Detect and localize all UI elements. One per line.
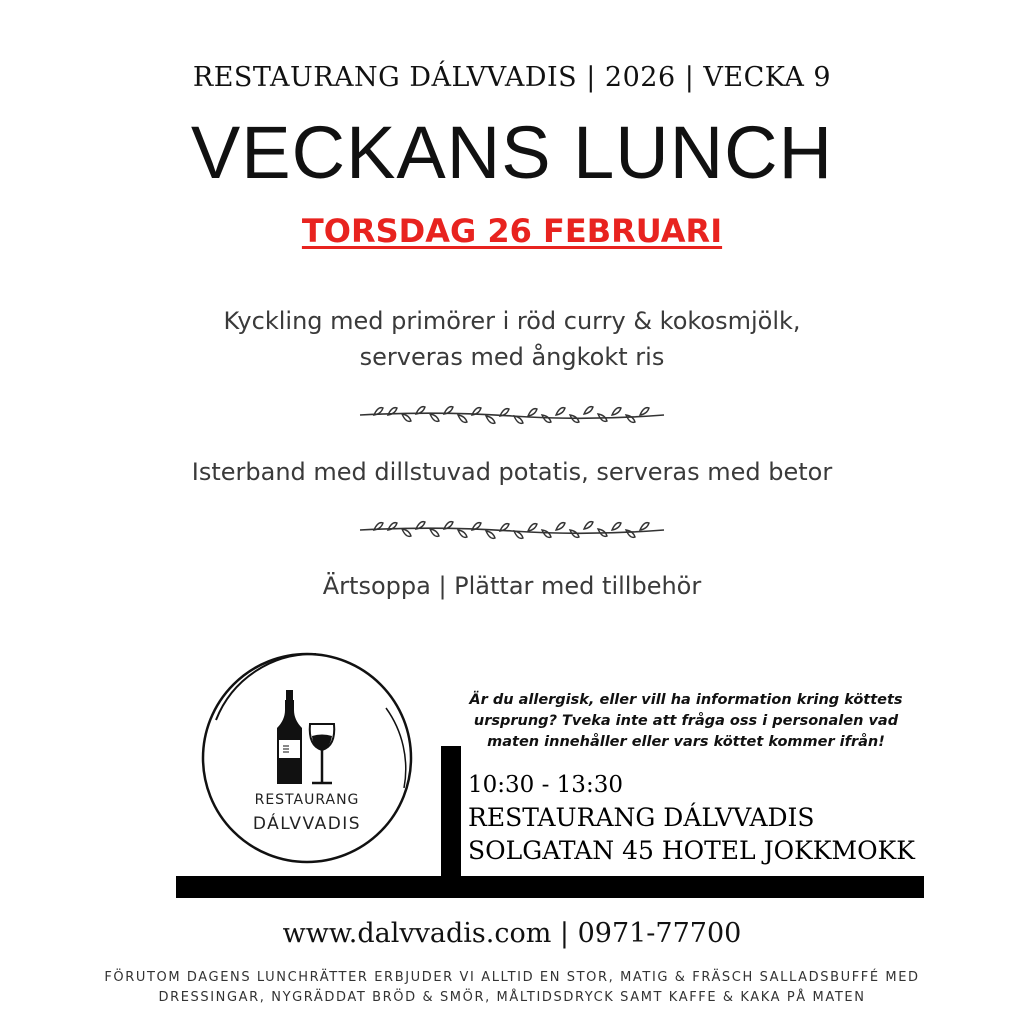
frame-horizontal-bar — [176, 876, 924, 898]
wine-bottle-and-glass-icon — [196, 648, 418, 870]
contact-line: www.dalvvadis.com | 0971-77700 — [282, 918, 742, 949]
dish-1 — [0, 303, 1024, 375]
frame-vertical-bar — [441, 746, 461, 886]
allergy-notice-line-2: ursprung? Tveka inte att fråga oss i personalen vad — [473, 713, 899, 729]
allergy-notice-line-1: Är du allergisk, eller vill ha information kring köttets — [469, 692, 903, 708]
dish-2: Isterband med dillstuvad potatis, serveras med betor — [191, 458, 833, 486]
dish-1-line-2: serveras med ångkokt ris — [359, 343, 665, 371]
date-text: TORSDAG 26 FEBRUARI — [301, 212, 723, 250]
opening-hours: 10:30 - 13:30 — [468, 772, 623, 798]
logo-text-line-1: RESTAURANG — [254, 792, 360, 808]
leaf-vine-divider-icon — [358, 402, 666, 428]
restaurant-address: SOLGATAN 45 HOTEL JOKKMOKK — [468, 836, 915, 865]
dish-1-line-1: Kyckling med primörer i röd curry & kokosmjölk, — [223, 307, 801, 335]
date-heading — [0, 212, 1024, 250]
header-topline: RESTAURANG DÁLVVADIS | 2026 | VECKA 9 — [192, 62, 832, 93]
allergy-notice-line-3: maten innehåller eller vars köttet kommer ifrån! — [487, 734, 885, 750]
restaurant-name: RESTAURANG DÁLVVADIS — [468, 803, 815, 832]
footer-line-1: FÖRUTOM DAGENS LUNCHRÄTTER ERBJUDER VI ALLTID EN STOR, MATIG & FRÄSCH SALLADSBUFFÉ MED — [104, 970, 920, 985]
footer-line-2: DRESSINGAR, NYGRÄDDAT BRÖD & SMÖR, MÅLTIDSDRYCK SAMT KAFFE & KAKA PÅ MATEN — [158, 990, 866, 1005]
dish-3: Ärtsoppa | Plättar med tillbehör — [322, 572, 702, 600]
page-title: VECKANS LUNCH — [190, 111, 834, 194]
allergy-notice — [466, 690, 906, 753]
logo-text-line-2: DÁLVVADIS — [252, 814, 362, 834]
footer-note — [0, 968, 1024, 1008]
leaf-vine-divider-icon — [358, 517, 666, 543]
